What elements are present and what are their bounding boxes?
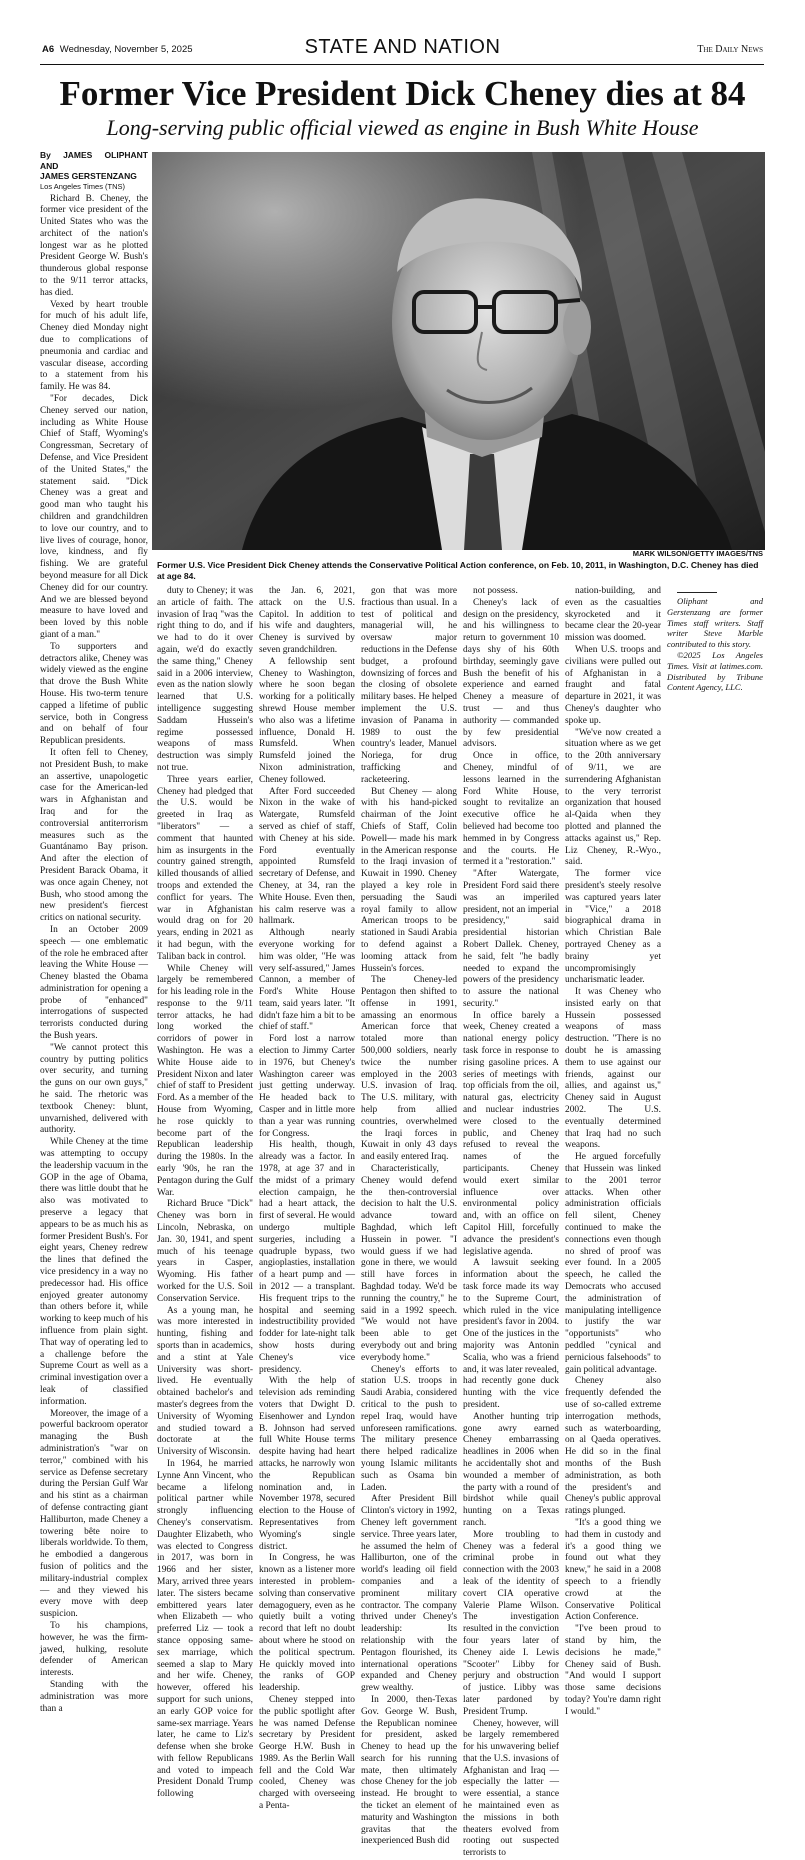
- paragraph: Cheney, however, will be largely remembered for his unwavering belief that the U.S. invasions of Afghanistan and Iraq — especially the latter — were essential, a stance he maintained even as the missions in both theaters evolved from rooting out suspected terrorists to: [463, 1719, 559, 1860]
- cheney-photo: [152, 152, 765, 550]
- paragraph: Ford lost a narrow election to Jimmy Carter in 1976, but Cheney's Washington career was just getting underway. He headed back to Casper and in little more than a year was running for Congress.: [259, 1034, 355, 1140]
- paragraph: In 1964, he married Lynne Ann Vincent, who became a lifelong political partner while strongly influencing Cheney's conservatism. Daughter Elizabeth, who was elected to Congress in 2017, was born in 1966 and her sister, Mary, arrived three years later. The sisters became embittered years later when Elizabeth — who preferred Liz — took a stance opposing same-sex marriage, which seemed a slap to Mary and her wife. Cheney, however, offered his support for such unions, an early GOP voice for same-sex marriage. Years later, he came to Liz's defense when she broke with fellow Republicans and voted to impeach President Donald Trump following: [157, 1459, 253, 1801]
- paragraph: After President Bill Clinton's victory in 1992, Cheney left government service. Three years later, he assumed the helm of Halliburton, one of the world's leading oil field companies and a prominent military contractor. The company thrived under Cheney's leadership: Its relationship with the Pentagon flourished, its international operations expanded and Cheney grew wealthy.: [361, 1494, 457, 1695]
- paragraph: As a young man, he was more interested in hunting, fishing and sports than in academics, and a stint at Yale University was short-lived. He eventually obtained bachelor's and master's degrees from the University of Wyoming and studied toward a doctorate at the University of Wisconsin.: [157, 1306, 253, 1459]
- paragraph: gon that was more fractious than usual. In a test of political and managerial will, he oversaw major reductions in the Defense budget, a profound downsizing of forces and the closing of obsolete military bases. He helped implement the U.S. invasion of Panama in 1989 to oust the country's leader, Manuel Noriega, for drug trafficking and racketeering.: [361, 586, 457, 787]
- paragraph: Vexed by heart trouble for much of his adult life, Cheney died Monday night due to complications of pneumonia and cardiac and vascular disease, according to a statement from his family. He was 84.: [40, 300, 148, 394]
- paragraph: Richard B. Cheney, the former vice president of the United States who was the architect of the nation's longest war as he plotted President George W. Bush's thunderous global response to the 9/11 terror attacks, has died.: [40, 194, 148, 300]
- paragraph: The former vice president's steely resolve was captured years later in "Vice," a 2018 biographical drama in which Christian Bale portrayed Cheney as a brainy yet uncompromisingly uncharismatic leader.: [565, 869, 661, 987]
- paragraph: His health, though, already was a factor. In 1978, at age 37 and in the midst of a primary election campaign, he had a heart attack, the first of several. He would undergo multiple surgeries, including a quadruple bypass, two angioplasties, installation of a heart pump and — in 2012 — a transplant. His frequent trips to the hospital and seeming indestructibility provided fodder for late-night talk show hosts during Cheney's vice presidency.: [259, 1140, 355, 1376]
- section-title: STATE AND NATION: [0, 36, 805, 59]
- paragraph: A fellowship sent Cheney to Washington, where he soon began working for a politically shrewd House member who also was a lifetime influence, Donald H. Rumsfeld. When Rumsfeld joined the Nixon administration, Cheney followed.: [259, 657, 355, 787]
- paragraph: "After Watergate, President Ford said there was an imperiled president, not an imperial presidency," said presidential historian Robert Dallek. Cheney, he said, felt "he badly needed to expand the powers of the presidency to assure the national security.": [463, 869, 559, 1011]
- paragraph: Moreover, the image of a powerful backroom operator managing the Bush administration's "war on terror," combined with his service as Defense secretary during the Persian Gulf War and his stint as a chairman of defense contracting giant Halliburton, made Cheney a towering bête noire to liberals worldwide. To them, he embodied a dangerous fusion of politics and the military-industrial complex — and they viewed his every move with deep suspicion.: [40, 1409, 148, 1621]
- paragraph: Three years earlier, Cheney had pledged that the U.S. would be greeted in Iraq as "liberators" — a comment that haunted him as insurgents in the country gained strength, killed thousands of allied troops and extended the conflict for years. The war in Afghanistan would drag on for 20 years, ending in 2021 as it had begun, with the Taliban back in control.: [157, 775, 253, 964]
- paragraph: To his champions, however, he was the firm-jawed, hulking, resolute defender of American interests.: [40, 1621, 148, 1680]
- paragraph: "We've now created a situation where as we get to the 20th anniversary of 9/11, we are surrendering Afghanistan to the very terrorist organization that housed al-Qaida when they plotted and planned the attacks against us," Rep. Liz Cheney, R.-Wyo., said.: [565, 728, 661, 870]
- paragraph: "We cannot protect this country by putting politics over security, and turning the guns on our own guys," he said. The rhetoric was textbook Cheney: blunt, unvarnished, delivered with authority.: [40, 1043, 148, 1137]
- paragraph: "For decades, Dick Cheney served our nation, including as White House Chief of Staff, Wyoming's Congressman, Secretary of Defense, and Vice President of the United States," the statement said. "Dick Cheney was a great and good man who taught his children and grandchildren to love our country, and to live lives of courage, honor, love, kindness, and fly fishing. We are grateful beyond measure for all Dick Cheney did for our country. And we are blessed beyond measure to have loved and been loved by this noble giant of a man.": [40, 394, 148, 642]
- paragraph: More troubling to Cheney was a federal criminal probe in connection with the 2003 leak of the identity of covert CIA operative Valerie Plame Wilson. The investigation resulted in the conviction four years later of Cheney aide I. Lewis "Scooter" Libby for perjury and obstruction of justice. Libby was later pardoned by President Trump.: [463, 1530, 559, 1719]
- paragraph: Richard Bruce "Dick" Cheney was born in Lincoln, Nebraska, on Jan. 30, 1941, and spent much of his teenage years in Casper, Wyoming. His father worked for the U.S. Soil Conservation Service.: [157, 1199, 253, 1305]
- author-note: Oliphant and Gerstenzang are former Times staff writers. Staff writer Steve Marble contributed to this story.: [667, 596, 763, 650]
- paragraph: In office barely a week, Cheney created a national energy policy task force in response to rising gasoline prices. A series of meetings with top officials from the oil, natural gas, electricity and nuclear industries were closed to the public, and Cheney refused to reveal the names of the participants. Cheney would exert similar influence over environmental policy and, with an office on Capitol Hill, forcefully advance the president's legislative agenda.: [463, 1011, 559, 1259]
- paragraph: nation-building, and even as the casualties skyrocketed and it became clear the 20-year mission was doomed.: [565, 586, 661, 645]
- paragraph: In 2000, then-Texas Gov. George W. Bush, the Republican nominee for president, asked Cheney to head up the search for his running mate, then ultimately chose Cheney for the job instead. He brought to the ticket an element of maturity and Washington gravitas that the inexperienced Bush did: [361, 1695, 457, 1848]
- newspaper-name: The Daily News: [697, 44, 763, 55]
- paragraph: It often fell to Cheney, not President Bush, to make an assertive, unapologetic case for the American-led wars in Afghanistan and Iraq and for the controversial antiterrorism measures such as the Guantánamo Bay prison. And after the election of President Barack Obama, it was once again Cheney, not Bush, who stood among the new president's fiercest critics on national security.: [40, 748, 148, 925]
- page-number: A6: [42, 44, 54, 55]
- paragraph: "I've been proud to stand by him, the decisions he made," Cheney said of Bush. "And would I support those same decisions today? You're damn right I would.": [565, 1624, 661, 1718]
- paragraph: duty to Cheney; it was an article of faith. The invasion of Iraq "was the right thing to do, and if we had to do it over again, we'd do exactly the same thing," Cheney said in a 2006 interview, even as the nation slowly learned that U.S. intelligence suggesting Saddam Hussein's regime possessed weapons of mass destruction was simply not true.: [157, 586, 253, 775]
- paragraph: Cheney also frequently defended the use of so-called extreme interrogation methods, such as waterboarding, on al Qaeda operatives. He did so in the final months of the Bush administration, as both the president's and Cheney's public approval ratings plunged.: [565, 1376, 661, 1518]
- paragraph: Standing with the administration was more than a: [40, 1680, 148, 1715]
- end-rule: [677, 592, 717, 593]
- paragraph: The Cheney-led Pentagon then shifted to offense in 1991, amassing an enormous American force that totaled more than 500,000 soldiers, nearly twice the number employed in the 2003 U.S. invasion of Iraq. The U.S. military, with help from allied countries, overwhelmed the Iraqi forces in Kuwait in only 43 days and easily entered Iraq.: [361, 975, 457, 1164]
- paragraph: Characteristically, Cheney would defend the then-controversial decision to halt the U.S. advance toward Baghdad, which left Hussein in power. "I would guess if we had gone in there, we would still have forces in Baghdad today. We'd be running the country," he said in a 1992 speech. "We would not have been able to get everybody out and bring everybody home.": [361, 1164, 457, 1365]
- paragraph: He argued forcefully that Hussein was linked to the 2001 terror attacks. When other administration officials fell silent, Cheney continued to make the connections even though no shred of proof was ever found. In a 2005 speech, he called the Democrats who accused the administration of manipulating intelligence to justify the war "opportunists" who peddled "cynical and pernicious falsehoods" to gain political advantage.: [565, 1152, 661, 1376]
- paragraph: A lawsuit seeking information about the task force made its way to the Supreme Court, which ruled in the vice president's favor in 2004. One of the justices in the majority was Antonin Scalia, who was a friend and, it was later revealed, had recently gone duck hunting with the vice president.: [463, 1258, 559, 1411]
- paragraph: Once in office, Cheney, mindful of lessons learned in the Ford White House, sought to revitalize an executive office he believed had become too hemmed in by Congress and the courts. He termed it a "restoration.": [463, 751, 559, 869]
- paragraph: When U.S. troops and civilians were pulled out of Afghanistan in a fraught and fatal departure in 2021, it was Cheney's daughter who spoke up.: [565, 645, 661, 728]
- photo-credit: MARK WILSON/GETTY IMAGES/TNS: [633, 549, 763, 558]
- paragraph: Although nearly everyone working for him was older, "He was very self-assured," James Cannon, a member of Ford's White House team, said years later. "It didn't faze him a bit to be chief of staff.": [259, 928, 355, 1034]
- byline: By JAMES OLIPHANT AND JAMES GERSTENZANG: [40, 150, 148, 182]
- paragraph: Cheney stepped into the public spotlight after he was named Defense secretary by President George H.W. Bush in 1989. As the Berlin Wall fell and the Cold War cooled, Cheney was charged with overseeing a Penta-: [259, 1695, 355, 1813]
- subheadline: Long-serving public official viewed as engine in Bush White House: [0, 114, 805, 142]
- headline: Former Vice President Dick Cheney dies at 84: [0, 72, 805, 116]
- paragraph: Another hunting trip gone awry earned Cheney embarrassing headlines in 2006 when he accidentally shot and wounded a member of the party with a round of birdshot while quail hunting on a Texas ranch.: [463, 1412, 559, 1530]
- paragraph: the Jan. 6, 2021, attack on the U.S. Capitol. In addition to his wife and daughters, Cheney is survived by seven grandchildren.: [259, 586, 355, 657]
- paragraph: not possess.: [463, 586, 559, 598]
- byline-agency: Los Angeles Times (TNS): [40, 182, 148, 192]
- copyright-note: ©2025 Los Angeles Times. Visit at latimes.com. Distributed by Tribune Content Agency, LLC.: [667, 650, 763, 693]
- article-column-3: [259, 586, 355, 1602]
- column-1-body: [40, 194, 148, 1716]
- paragraph: In Congress, he was known as a listener more interested in problem-solving than conservative demagoguery, even as he quietly built a voting record that left no doubt about where he stood on the political spectrum. He quickly moved into the ranks of GOP leadership.: [259, 1553, 355, 1695]
- article-column-4: [361, 586, 457, 1602]
- paragraph: After Ford succeeded Nixon in the wake of Watergate, Rumsfeld served as chief of staff, with Cheney at his side. Ford eventually appointed Rumsfeld secretary of Defense, and Cheney, at 34, ran the White House. Even then, his calm reserve was a hallmark.: [259, 787, 355, 929]
- paragraph: In an October 2009 speech — one emblematic of the role he embraced after leaving the White House — Cheney blasted the Obama administration for opening a probe of "enhanced" interrogations of suspected terrorists conducted during the Bush years.: [40, 925, 148, 1043]
- photo-caption: Former U.S. Vice President Dick Cheney attends the Conservative Political Action conference, on Feb. 10, 2011, in Washington, D.C. Cheney has died at age 84.: [157, 560, 760, 582]
- article-column-6: [565, 586, 763, 1602]
- paragraph: "It's a good thing we had them in custody and it's a good thing we found out what they knew," he said in a 2008 speech to a friendly crowd at the Conservative Political Action Conference.: [565, 1518, 661, 1624]
- article-column-2: [157, 586, 253, 1602]
- header-rule: [40, 64, 764, 65]
- article-column-1: [40, 150, 148, 1600]
- paragraph: With the help of television ads reminding voters that Dwight D. Eisenhower and Lyndon B. Johnson had served full White House terms despite having had heart attacks, he narrowly won the Republican nomination and, in November 1978, secured election to the House of Representatives from Wyoming's single district.: [259, 1376, 355, 1553]
- paragraph: To supporters and detractors alike, Cheney was widely viewed as the engine that drove the Bush White House. His two-term tenure capped a lifetime of public service, both in Congress and on behalf of four Republican presidents.: [40, 642, 148, 748]
- paragraph: While Cheney will largely be remembered for his leading role in the response to the 9/11 terror attacks, he had long worked the corridors of power in Washington. He was a White House aide to President Nixon and later chief of staff to President Ford. As a member of the House from Wyoming, he rose quickly to become part of the Republican leadership during the 1980s. In the early '90s, he ran the Pentagon during the Gulf War.: [157, 964, 253, 1200]
- column-6b: [667, 586, 763, 693]
- paragraph: Cheney's efforts to station U.S. troops in Saudi Arabia, considered critical to the push to repel Iraq, would have unforeseen ramifications. The military presence there helped radicalize young Islamic militants such as Osama bin Laden.: [361, 1365, 457, 1495]
- paragraph: It was Cheney who insisted early on that Hussein possessed weapons of mass destruction. "There is no doubt he is amassing them to use against our friends, against our allies, and against us," Cheney said in August 2002. The U.S. eventually determined that Iraq had no such weapons.: [565, 987, 661, 1152]
- paragraph: Cheney's lack of design on the presidency, and his willingness to return to government 10 days shy of his 60th birthday, seemingly gave Bush the benefit of his experience and earned Cheney a measure of trust — and thus authority — commanded by few presidential advisors.: [463, 598, 559, 751]
- article-column-5: [463, 586, 559, 1602]
- page-date: Wednesday, November 5, 2025: [60, 44, 193, 55]
- paragraph: While Cheney at the time was attempting to occupy the leadership vacuum in the GOP in the age of Obama, there was little doubt that he also was motivated to preserve a legacy that appears to be as much his as former President Bush's. For eight years, Cheney redrew the lines that defined the vice presidency in a way no predecessor had. His office enjoyed greater autonomy than others before it, while working to keep much of his influence from plain sight. That way of operating led to a challenge before the Supreme Court as well as a criminal investigation over a leak of classified information.: [40, 1137, 148, 1408]
- paragraph: But Cheney — along with his hand-picked chairman of the Joint Chiefs of Staff, Colin Powell— made his mark in the American response to the Iraqi invasion of Kuwait in 1990. Cheney played a key role in persuading the Saudi royal family to allow American troops to be stationed in Saudi Arabia to defend against a looming attack from Hussein's forces.: [361, 787, 457, 976]
